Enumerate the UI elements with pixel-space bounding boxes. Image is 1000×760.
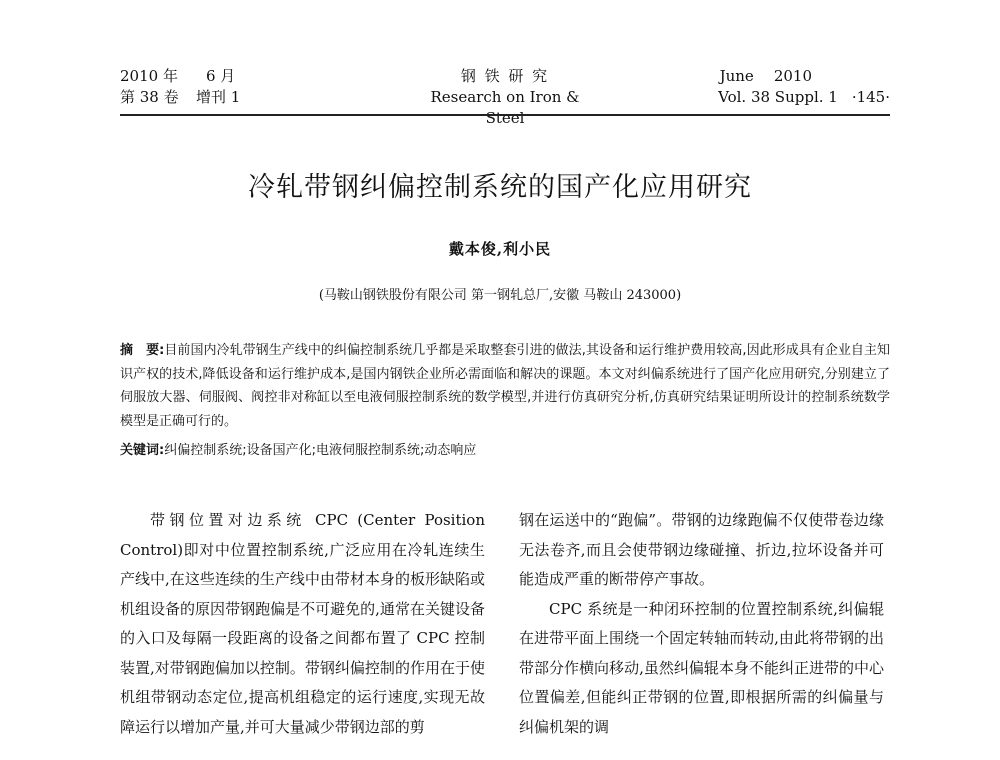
paper-title: 冷轧带钢纠偏控制系统的国产化应用研究 [248,172,752,203]
body-paragraph: 钢在运送中的“跑偏”。带钢的边缘跑偏不仅使带卷边缘无法卷齐,而且会使带钢边缘碰撞、折边,拉坏设备并可能造成严重的断带停产事故。 [519,511,884,588]
paper-affiliation: (马鞍山钢铁股份有限公司 第一钢轧总厂,安徽 马鞍山 243000) [318,288,682,303]
abstract-label: 摘 要: [120,343,165,358]
header-year: 2010 年 [120,67,178,85]
paper-authors: 戴本俊,利小民 [448,240,552,258]
body-paragraph: 带钢位置对边系统 CPC (Center Position Control)即对中位置控制系统,广泛应用在冷轧连续生产线中,在这些连续的生产线中由带材本身的板形缺陷或机组设备的原因带钢跑偏是不可避免的,通常在关键设备的入口及每隔一段距离的设备之间都布置了 CPC 控制装置,对带钢跑偏加以控制。带钢纠偏控制的作用在于使机组带钢动态定位,提高机组稳定的运行速度,实现无故障运行以增加产量,并可大量减少带钢边部的剪 [120,511,485,736]
body-paragraph: CPC 系统是一种闭环控制的位置控制系统,纠偏辊在进带平面上围绕一个固定转轴而转动,由此将带钢的出带部分作横向移动,虽然纠偏辊本身不能纠正进带的中心位置偏差,但能纠正带钢的位置,即根据所需的纠偏量与纠偏机架的调 [519,599,884,736]
header-date-volume [120,66,240,108]
header-rule [120,114,890,116]
keywords-label: 关键词: [120,443,165,458]
header-month-en: June [719,67,754,85]
journal-name-cn: 钢 铁 研 究 [460,67,550,85]
journal-header [120,66,890,127]
abstract [120,339,890,433]
page-number: ·145· [851,88,890,106]
header-supplement: 增刊 1 [196,88,241,106]
header-date-volume-en [718,66,890,108]
body-right-column [519,506,884,742]
abstract-text: 目前国内冷轧带钢生产线中的纠偏控制系统几乎都是采取整套引进的做法,其设备和运行维护费用较高,因此形成具有企业自主知识产权的技术,降低设备和运行维护成本,是国内钢铁企业所必需面临和解决的课题。本文对纠偏系统进行了国产化应用研究,分别建立了伺服放大器、伺服阀、阀控非对称缸以至电液伺服控制系统的数学模型,并进行仿真研究分析,仿真研究结果证明所设计的控制系统数学模型是正确可行的。 [120,343,890,429]
keywords-text: 纠偏控制系统;设备国产化;电液伺服控制系统;动态响应 [164,443,477,458]
header-month: 6 月 [206,67,236,85]
header-volume: 第 38 卷 [120,88,179,106]
header-journal-name [420,66,590,129]
body-left-column [120,506,485,742]
header-year-en: 2010 [773,67,812,85]
header-volume-en: Vol. 38 Suppl. 1 [718,88,838,106]
keywords [120,440,890,462]
journal-name-en: Research on Iron & Steel [430,88,580,127]
